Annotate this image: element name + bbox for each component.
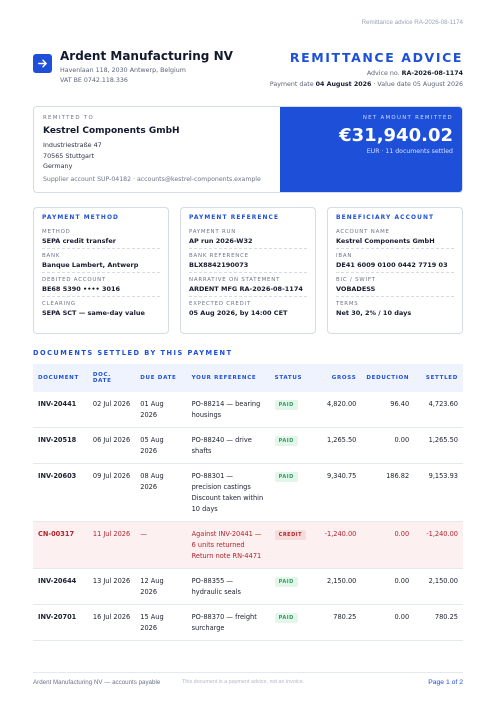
field-value: ARDENT MFG RA-2026-08-1174 [189, 285, 303, 293]
doc-date-cell: 16 Jul 2026 [88, 605, 135, 641]
due-date-cell: 15 Aug 2026 [135, 605, 186, 641]
doc-date-cell: 06 Jul 2026 [88, 428, 135, 464]
company-vat: VAT BE 0742.118.336 [60, 76, 128, 84]
field-label: NARRATIVE ON STATEMENT [189, 277, 281, 283]
status-cell [270, 392, 316, 428]
recipient-label: REMITTED TO [43, 115, 94, 121]
field-label: DEBITED ACCOUNT [42, 277, 107, 283]
payment-date-value: 04 August 2026 [315, 81, 372, 88]
table-row [33, 428, 463, 464]
reference-cell: Against INV-20441 — 6 units returned Return note RN-4471 [187, 522, 270, 569]
status-badge: PAID [275, 472, 298, 482]
table-row [33, 569, 463, 605]
column-header-due-date: DUE DATE [140, 375, 177, 381]
reference-cell: PO-88214 — bearing housings [187, 392, 270, 428]
field-label: BANK [42, 253, 61, 259]
field-label: CLEARING [42, 301, 76, 307]
arrow-right-icon [37, 58, 48, 69]
field-label: ACCOUNT NAME [336, 229, 390, 235]
settled-cell: 4,723.60 [414, 392, 463, 428]
payment-reference-panel [180, 207, 316, 334]
gross-cell: 2,150.00 [316, 569, 362, 605]
recipient-address-line: Industriestraße 47 [43, 141, 102, 149]
net-amount-value: €31,940.02 [339, 125, 453, 146]
status-cell [270, 428, 316, 464]
reference-cell: PO-88355 — hydraulic seals [187, 569, 270, 605]
field [336, 277, 454, 297]
field [42, 277, 160, 297]
field-label: EXPECTED CREDIT [189, 301, 252, 307]
gross-cell: 780.25 [316, 605, 362, 641]
field [42, 229, 160, 249]
field-value: Kestrel Components GmbH [336, 237, 435, 245]
payment-dates [270, 81, 463, 88]
due-date-cell: 08 Aug 2026 [135, 464, 186, 522]
status-cell [270, 522, 316, 569]
column-header-doc-date: DOC. DATE [92, 372, 112, 384]
settled-cell: -1,240.00 [414, 522, 463, 569]
payment-date-label: Payment date [269, 81, 314, 88]
document-number: INV-20644 [33, 569, 88, 605]
field-value: AP run 2026-W32 [189, 237, 253, 245]
advice-number-value: RA-2026-08-1174 [401, 70, 463, 77]
deduction-cell: 96.40 [361, 392, 414, 428]
due-date-cell: 12 Aug 2026 [135, 569, 186, 605]
recipient-card [33, 106, 463, 193]
doc-date-cell: 13 Jul 2026 [88, 569, 135, 605]
document-number: INV-20603 [33, 464, 88, 522]
field [42, 253, 160, 273]
panel-title: BENEFICIARY ACCOUNT [336, 215, 435, 221]
field [42, 301, 160, 320]
table-row [33, 464, 463, 522]
company-name: Ardent Manufacturing NV [60, 49, 233, 63]
field [189, 277, 307, 297]
footer-company: Ardent Manufacturing NV — accounts payable [33, 679, 161, 686]
payment-method-panel [33, 207, 169, 334]
status-badge: PAID [275, 577, 298, 587]
deduction-cell: 0.00 [361, 605, 414, 641]
gross-cell: 1,265.50 [316, 428, 362, 464]
documents-section-title: DOCUMENTS SETTLED BY THIS PAYMENT [33, 349, 233, 357]
recipient-details [43, 115, 303, 183]
company-address: Havenlaan 118, 2030 Antwerp, Belgium [60, 67, 186, 74]
table-row [33, 605, 463, 641]
column-header-document: DOCUMENT [38, 375, 79, 381]
field-value: SEPA credit transfer [42, 237, 116, 245]
deduction-cell: 0.00 [361, 569, 414, 605]
field-label: IBAN [336, 253, 353, 259]
field-value: DE41 6009 0100 0442 7719 03 [336, 261, 448, 269]
status-badge: PAID [275, 613, 298, 623]
page-number: Page 1 of 2 [428, 679, 463, 686]
field-value: VOBADESS [336, 285, 376, 293]
document-number: CN-00317 [33, 522, 88, 569]
documents-table [33, 364, 463, 641]
column-header-deduction: DEDUCTION [366, 375, 410, 381]
field-value: BLX8842190073 [189, 261, 249, 269]
document-title: REMITTANCE ADVICE [289, 50, 463, 65]
field-value: 05 Aug 2026, by 14:00 CET [189, 309, 288, 317]
settled-cell: 1,265.50 [414, 428, 463, 464]
field [336, 229, 454, 249]
field [336, 253, 454, 273]
status-badge: CREDIT [275, 530, 306, 540]
company-address-block [60, 66, 186, 85]
field-label: TERMS [336, 301, 359, 307]
deduction-cell: 186.82 [361, 464, 414, 522]
gross-cell: 9,340.75 [316, 464, 362, 522]
net-amount-label: NET AMOUNT REMITTED [362, 115, 453, 121]
field [189, 229, 307, 249]
doc-date-cell: 09 Jul 2026 [88, 464, 135, 522]
field-label: METHOD [42, 229, 71, 235]
recipient-address-line: Germany [43, 162, 73, 170]
status-cell [270, 464, 316, 522]
due-date-cell: — [135, 522, 186, 569]
net-amount-box [280, 107, 462, 192]
reference-cell: PO-88370 — freight surcharge [187, 605, 270, 641]
settled-cell: 9,153.93 [414, 464, 463, 522]
status-badge: PAID [275, 400, 298, 410]
value-date: · Value date 05 August 2026 [373, 81, 463, 88]
panel-title: PAYMENT REFERENCE [189, 215, 280, 221]
column-header-settled: SETTLED [425, 375, 458, 381]
field-value: Net 30, 2% / 10 days [336, 309, 412, 317]
footer-divider [33, 672, 463, 673]
column-header-gross: GROSS [331, 375, 357, 381]
doc-date-cell: 11 Jul 2026 [88, 522, 135, 569]
supplier-account: Supplier account SUP-04182 · accounts@kestrel-components.example [43, 175, 261, 183]
field-label: BIC / SWIFT [336, 277, 376, 283]
status-cell [270, 605, 316, 641]
recipient-name: Kestrel Components GmbH [43, 126, 180, 136]
settled-cell: 2,150.00 [414, 569, 463, 605]
net-amount-subtext: EUR · 11 documents settled [366, 148, 453, 155]
document-reference-header: Remittance advice RA-2026-08-1174 [361, 19, 463, 26]
field-label: PAYMENT RUN [189, 229, 237, 235]
settled-cell: 780.25 [414, 605, 463, 641]
table-header-row [33, 364, 463, 392]
recipient-address-line: 70565 Stuttgart [43, 151, 95, 160]
beneficiary-account-panel [327, 207, 463, 334]
reference-cell: PO-88240 — drive shafts [187, 428, 270, 464]
field-label: BANK REFERENCE [189, 253, 249, 259]
field-value: Banque Lambert, Antwerp [42, 261, 139, 269]
company-logo [33, 54, 52, 73]
due-date-cell: 05 Aug 2026 [135, 428, 186, 464]
column-header-your-reference: YOUR REFERENCE [191, 375, 257, 381]
status-cell [270, 569, 316, 605]
recipient-address [43, 140, 303, 172]
advice-number-label: Advice no. [366, 70, 400, 77]
field-value: SEPA SCT — same-day value [42, 309, 145, 317]
field-value: BE68 5390 •••• 3016 [42, 285, 121, 293]
table-row [33, 522, 463, 569]
column-header-status: STATUS [274, 375, 303, 381]
table-row [33, 392, 463, 428]
document-number: INV-20441 [33, 392, 88, 428]
gross-cell: -1,240.00 [316, 522, 362, 569]
document-number: INV-20518 [33, 428, 88, 464]
document-number: INV-20701 [33, 605, 88, 641]
field [189, 253, 307, 273]
deduction-cell: 0.00 [361, 522, 414, 569]
reference-cell: PO-88301 — precision castings Discount taken within 10 days [187, 464, 270, 522]
field [336, 301, 454, 320]
deduction-cell: 0.00 [361, 428, 414, 464]
status-badge: PAID [275, 436, 298, 446]
footer-disclaimer: This document is a payment advice, not an invoice. [182, 679, 305, 685]
panel-title: PAYMENT METHOD [42, 215, 120, 221]
gross-cell: 4,820.00 [316, 392, 362, 428]
field [189, 301, 307, 320]
due-date-cell: 01 Aug 2026 [135, 392, 186, 428]
advice-number [367, 70, 463, 77]
doc-date-cell: 02 Jul 2026 [88, 392, 135, 428]
